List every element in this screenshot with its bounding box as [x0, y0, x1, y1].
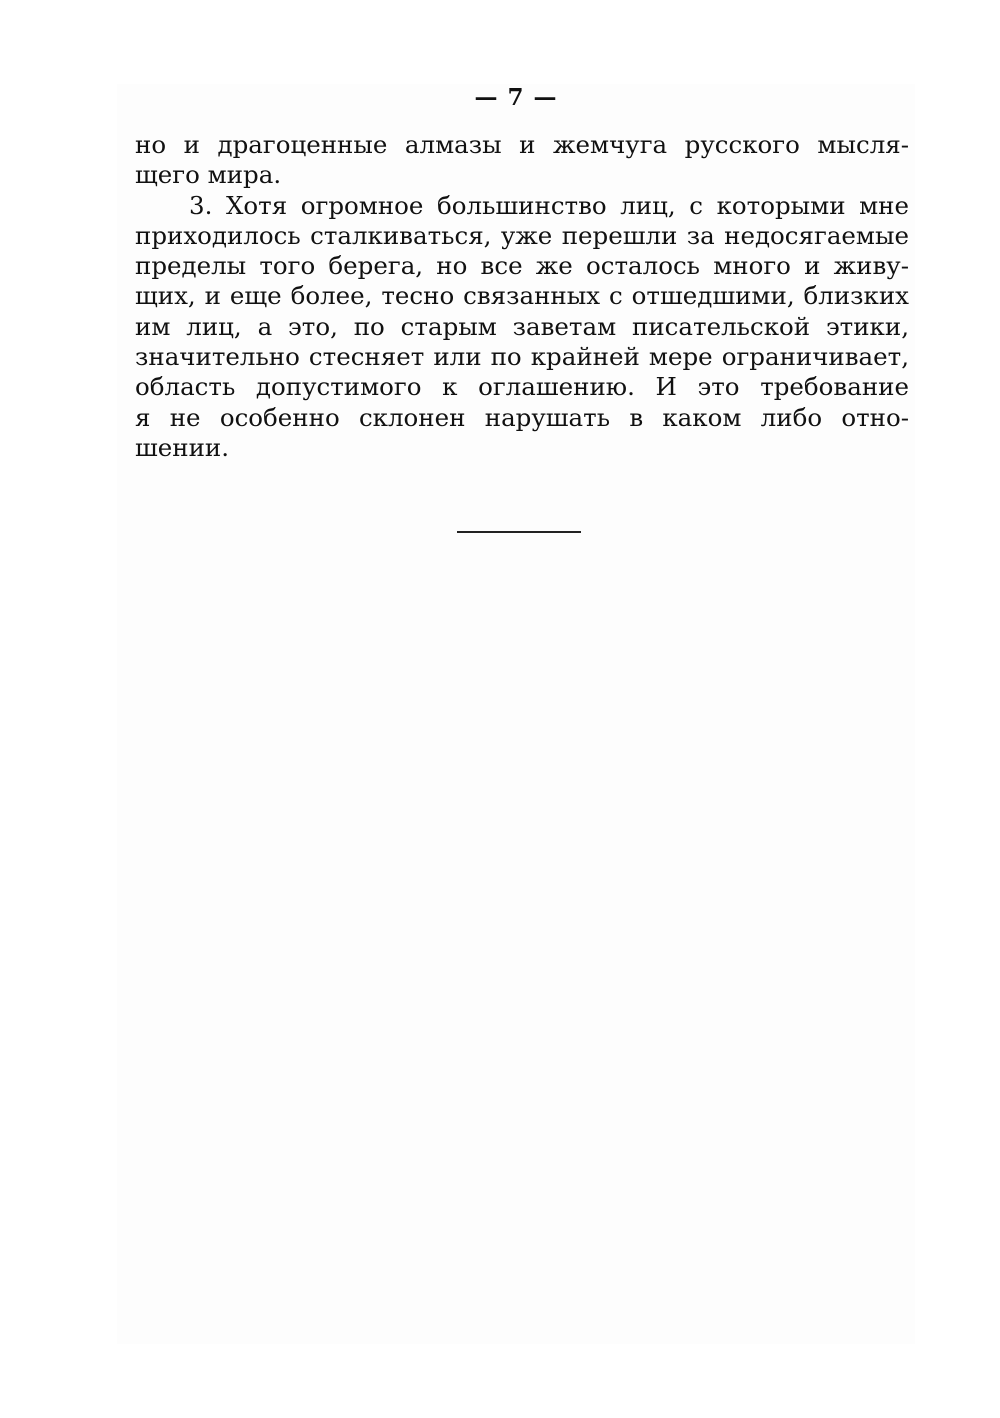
text-line: щих, и еще более, тесно связанных с отшедшими, близких: [135, 281, 909, 311]
book-page: [117, 84, 915, 1344]
body-text: [135, 130, 909, 463]
text-line: 3. Хотя огромное большинство лиц, с которыми мне: [189, 190, 909, 220]
text-line: значительно стесняет или по крайней мере ограничивает,: [135, 342, 909, 372]
text-line: область допустимого к оглашению. И это требование: [135, 372, 909, 402]
page-number: — 7 —: [474, 84, 558, 111]
text-line: щего мира.: [135, 160, 282, 190]
text-line: но и драгоценные алмазы и жемчуга русского мысля-: [135, 130, 909, 159]
text-line: приходилось сталкиваться, уже перешли за недосягаемые: [135, 220, 909, 250]
text-line: шении.: [135, 432, 230, 462]
text-line: пределы того берега, но все же осталось много и живу-: [135, 251, 909, 281]
text-line: я не особенно склонен нарушать в каком либо отно-: [135, 402, 909, 432]
end-divider: [457, 531, 581, 533]
text-line: им лиц, а это, по старым заветам писательской этики,: [135, 311, 909, 341]
